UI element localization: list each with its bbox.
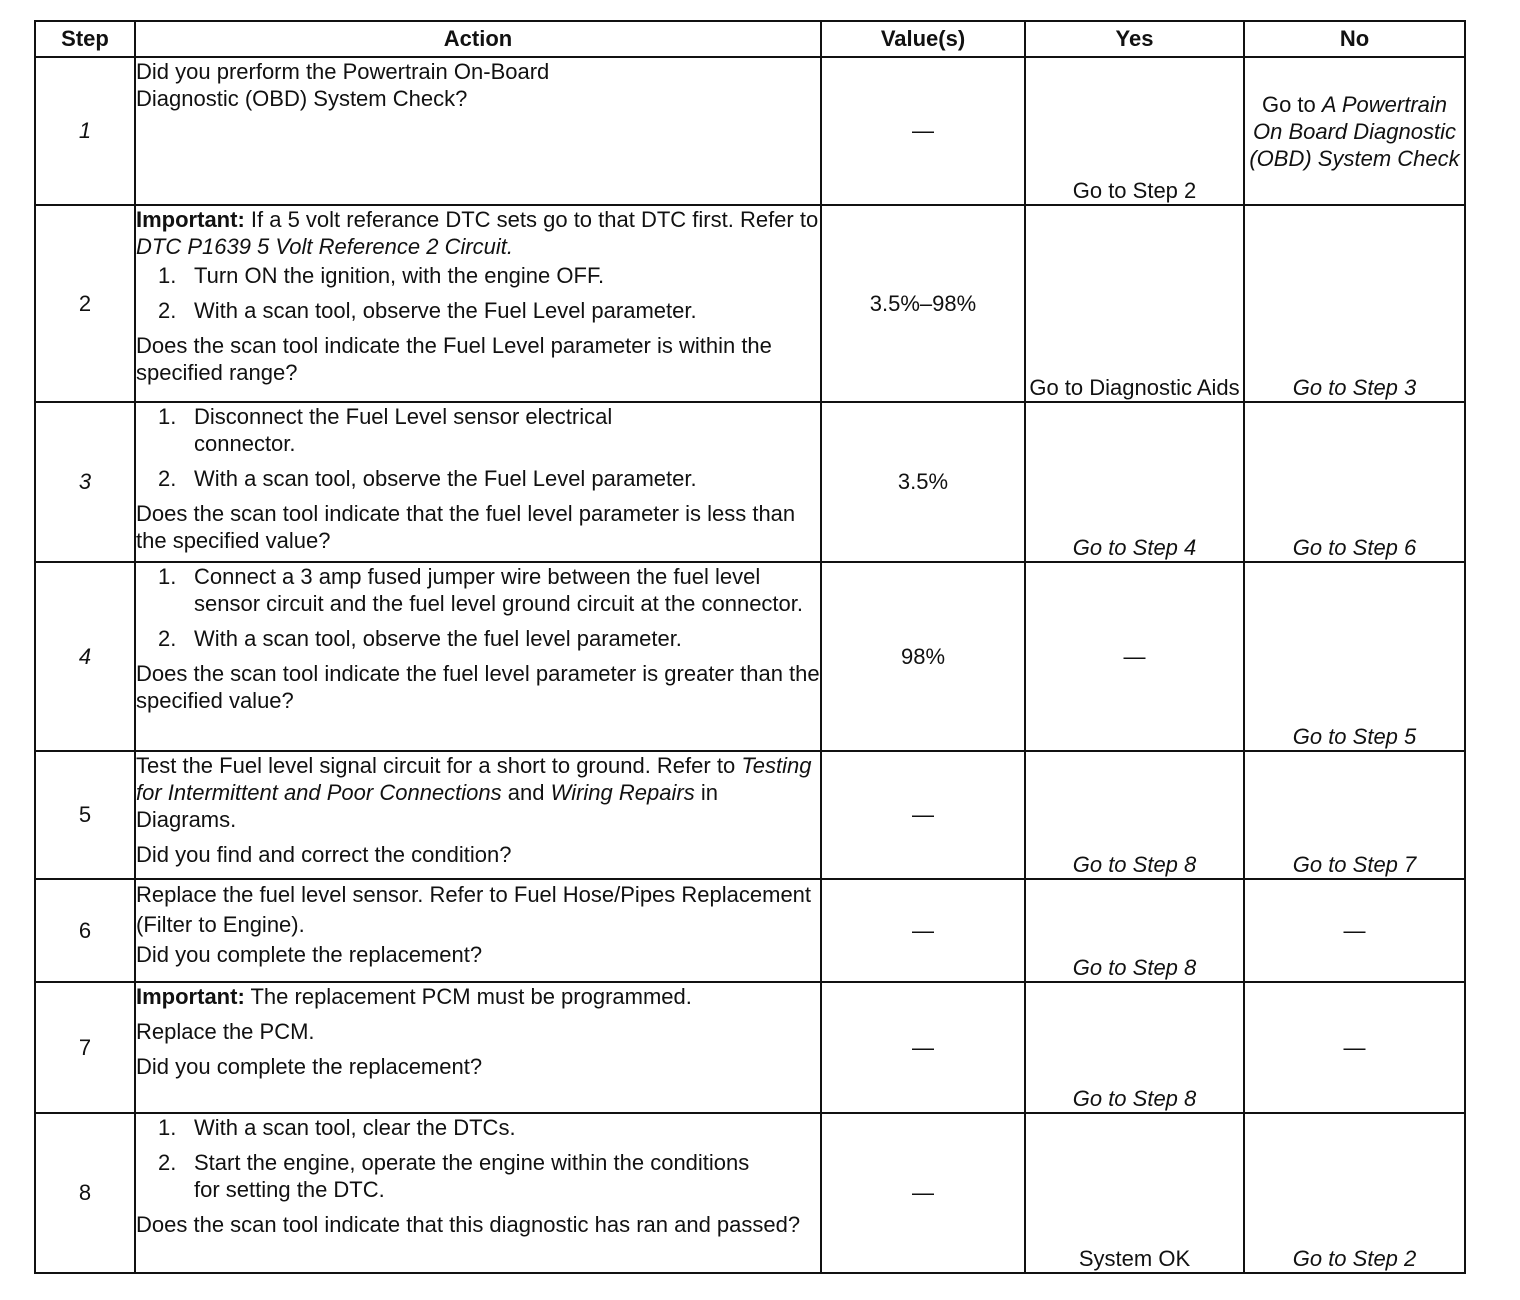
action-text: Did you prerform the Powertrain On-Board Diagnostic (OBD) System Check? <box>136 59 550 111</box>
action-text: Test the Fuel level signal circuit for a short to ground. Refer to <box>136 753 736 778</box>
sub-steps <box>136 563 820 652</box>
question-text: Did you complete the replacement? <box>136 942 483 967</box>
question-text: Did you complete the replacement? <box>136 1054 483 1079</box>
diagnostic-table <box>34 20 1466 1274</box>
no-cell: Go to Step 3 <box>1244 205 1465 402</box>
question-text: Does the scan tool indicate that this diagnostic has ran and passed? <box>136 1212 801 1237</box>
action-cell <box>135 982 821 1113</box>
header-action: Action <box>135 21 821 57</box>
list-item: 2. With a scan tool, observe the fuel level parameter. <box>158 626 682 651</box>
value-cell: 98% <box>821 562 1025 751</box>
action-text: Replace the PCM. <box>136 1019 315 1044</box>
question-text: Does the scan tool indicate that the fuel level parameter is less than the specified value? <box>136 501 796 553</box>
list-item: 1. With a scan tool, clear the DTCs. <box>158 1115 516 1140</box>
important-label: Important: <box>136 207 245 232</box>
no-prefix: Go to <box>1261 91 1316 117</box>
list-item: 2. With a scan tool, observe the Fuel Level parameter. <box>158 298 697 323</box>
table-row <box>35 57 1465 205</box>
step-number: 3 <box>35 402 135 562</box>
action-cell <box>135 205 821 402</box>
header-row <box>35 21 1465 57</box>
reference-link-text: Testing for Intermittent and Poor Connections <box>136 753 812 805</box>
yes-cell: System OK <box>1025 1113 1244 1273</box>
value-cell: — <box>821 982 1025 1113</box>
step-number: 7 <box>35 982 135 1113</box>
yes-cell: Go to Step 8 <box>1025 982 1244 1113</box>
question-text: Did you find and correct the condition? <box>136 842 512 867</box>
step-number: 5 <box>35 751 135 879</box>
table-row <box>35 562 1465 751</box>
list-item: 2. Start the engine, operate the engine within the conditions for setting the DTC. <box>158 1150 750 1202</box>
question-text: Does the scan tool indicate the Fuel Level parameter is within the specified range? <box>136 333 772 385</box>
action-text-tail: in Diagrams. <box>136 780 718 832</box>
list-item: 1. Turn ON the ignition, with the engine OFF. <box>158 263 605 288</box>
step-number: 6 <box>35 879 135 982</box>
step-number: 4 <box>35 562 135 751</box>
action-text-and: and <box>507 780 545 805</box>
no-cell: Go to Step 2 <box>1244 1113 1465 1273</box>
step-number: 8 <box>35 1113 135 1273</box>
value-cell: — <box>821 1113 1025 1273</box>
value-cell: 3.5%–98% <box>821 205 1025 402</box>
important-text: If a 5 volt referance DTC sets go to that DTC first. Refer to <box>250 207 819 232</box>
action-cell <box>135 751 821 879</box>
list-item: 1. Disconnect the Fuel Level sensor electrical connector. <box>158 404 613 456</box>
action-cell <box>135 57 821 205</box>
step-number: 1 <box>35 57 135 205</box>
value-cell: 3.5% <box>821 402 1025 562</box>
value-cell: — <box>821 57 1025 205</box>
yes-cell: Go to Step 4 <box>1025 402 1244 562</box>
yes-cell: Go to Step 2 <box>1025 57 1244 205</box>
yes-cell: Go to Step 8 <box>1025 751 1244 879</box>
no-reference: A Powertrain On Board Diagnostic (OBD) System Check <box>1249 91 1460 171</box>
header-no: No <box>1244 21 1465 57</box>
table-row <box>35 751 1465 879</box>
reference-link-text: Wiring Repairs <box>550 780 695 805</box>
no-cell: — <box>1244 879 1465 982</box>
value-cell: — <box>821 751 1025 879</box>
no-cell: Go to Step 6 <box>1244 402 1465 562</box>
table-row <box>35 879 1465 982</box>
no-cell: Go to Step 5 <box>1244 562 1465 751</box>
action-text: Replace the fuel level sensor. Refer to Fuel Hose/Pipes Replacement (Filter to Engine). <box>136 882 812 937</box>
header-step: Step <box>35 21 135 57</box>
header-yes: Yes <box>1025 21 1244 57</box>
list-item: 2. With a scan tool, observe the Fuel Level parameter. <box>158 466 697 491</box>
important-text: The replacement PCM must be programmed. <box>250 984 692 1009</box>
no-cell <box>1244 57 1465 205</box>
action-cell <box>135 879 821 982</box>
table-row <box>35 205 1465 402</box>
list-item: 1. Connect a 3 amp fused jumper wire between the fuel level sensor circuit and the fuel level ground circuit at the connector. <box>158 564 804 616</box>
step-number: 2 <box>35 205 135 402</box>
action-cell <box>135 562 821 751</box>
yes-cell: Go to Diagnostic Aids <box>1025 205 1244 402</box>
table-row <box>35 1113 1465 1273</box>
important-reference: DTC P1639 5 Volt Reference 2 Circuit. <box>136 234 514 259</box>
value-cell: — <box>821 879 1025 982</box>
action-cell <box>135 402 821 562</box>
yes-cell: — <box>1025 562 1244 751</box>
important-label: Important: <box>136 984 245 1009</box>
question-text: Does the scan tool indicate the fuel level parameter is greater than the specified value? <box>136 661 820 713</box>
table-row <box>35 982 1465 1113</box>
action-cell <box>135 1113 821 1273</box>
sub-steps <box>136 403 820 492</box>
table-row <box>35 402 1465 562</box>
no-cell: Go to Step 7 <box>1244 751 1465 879</box>
no-cell: — <box>1244 982 1465 1113</box>
sub-steps <box>136 1114 820 1203</box>
header-values: Value(s) <box>821 21 1025 57</box>
sub-steps <box>136 262 820 324</box>
yes-cell: Go to Step 8 <box>1025 879 1244 982</box>
